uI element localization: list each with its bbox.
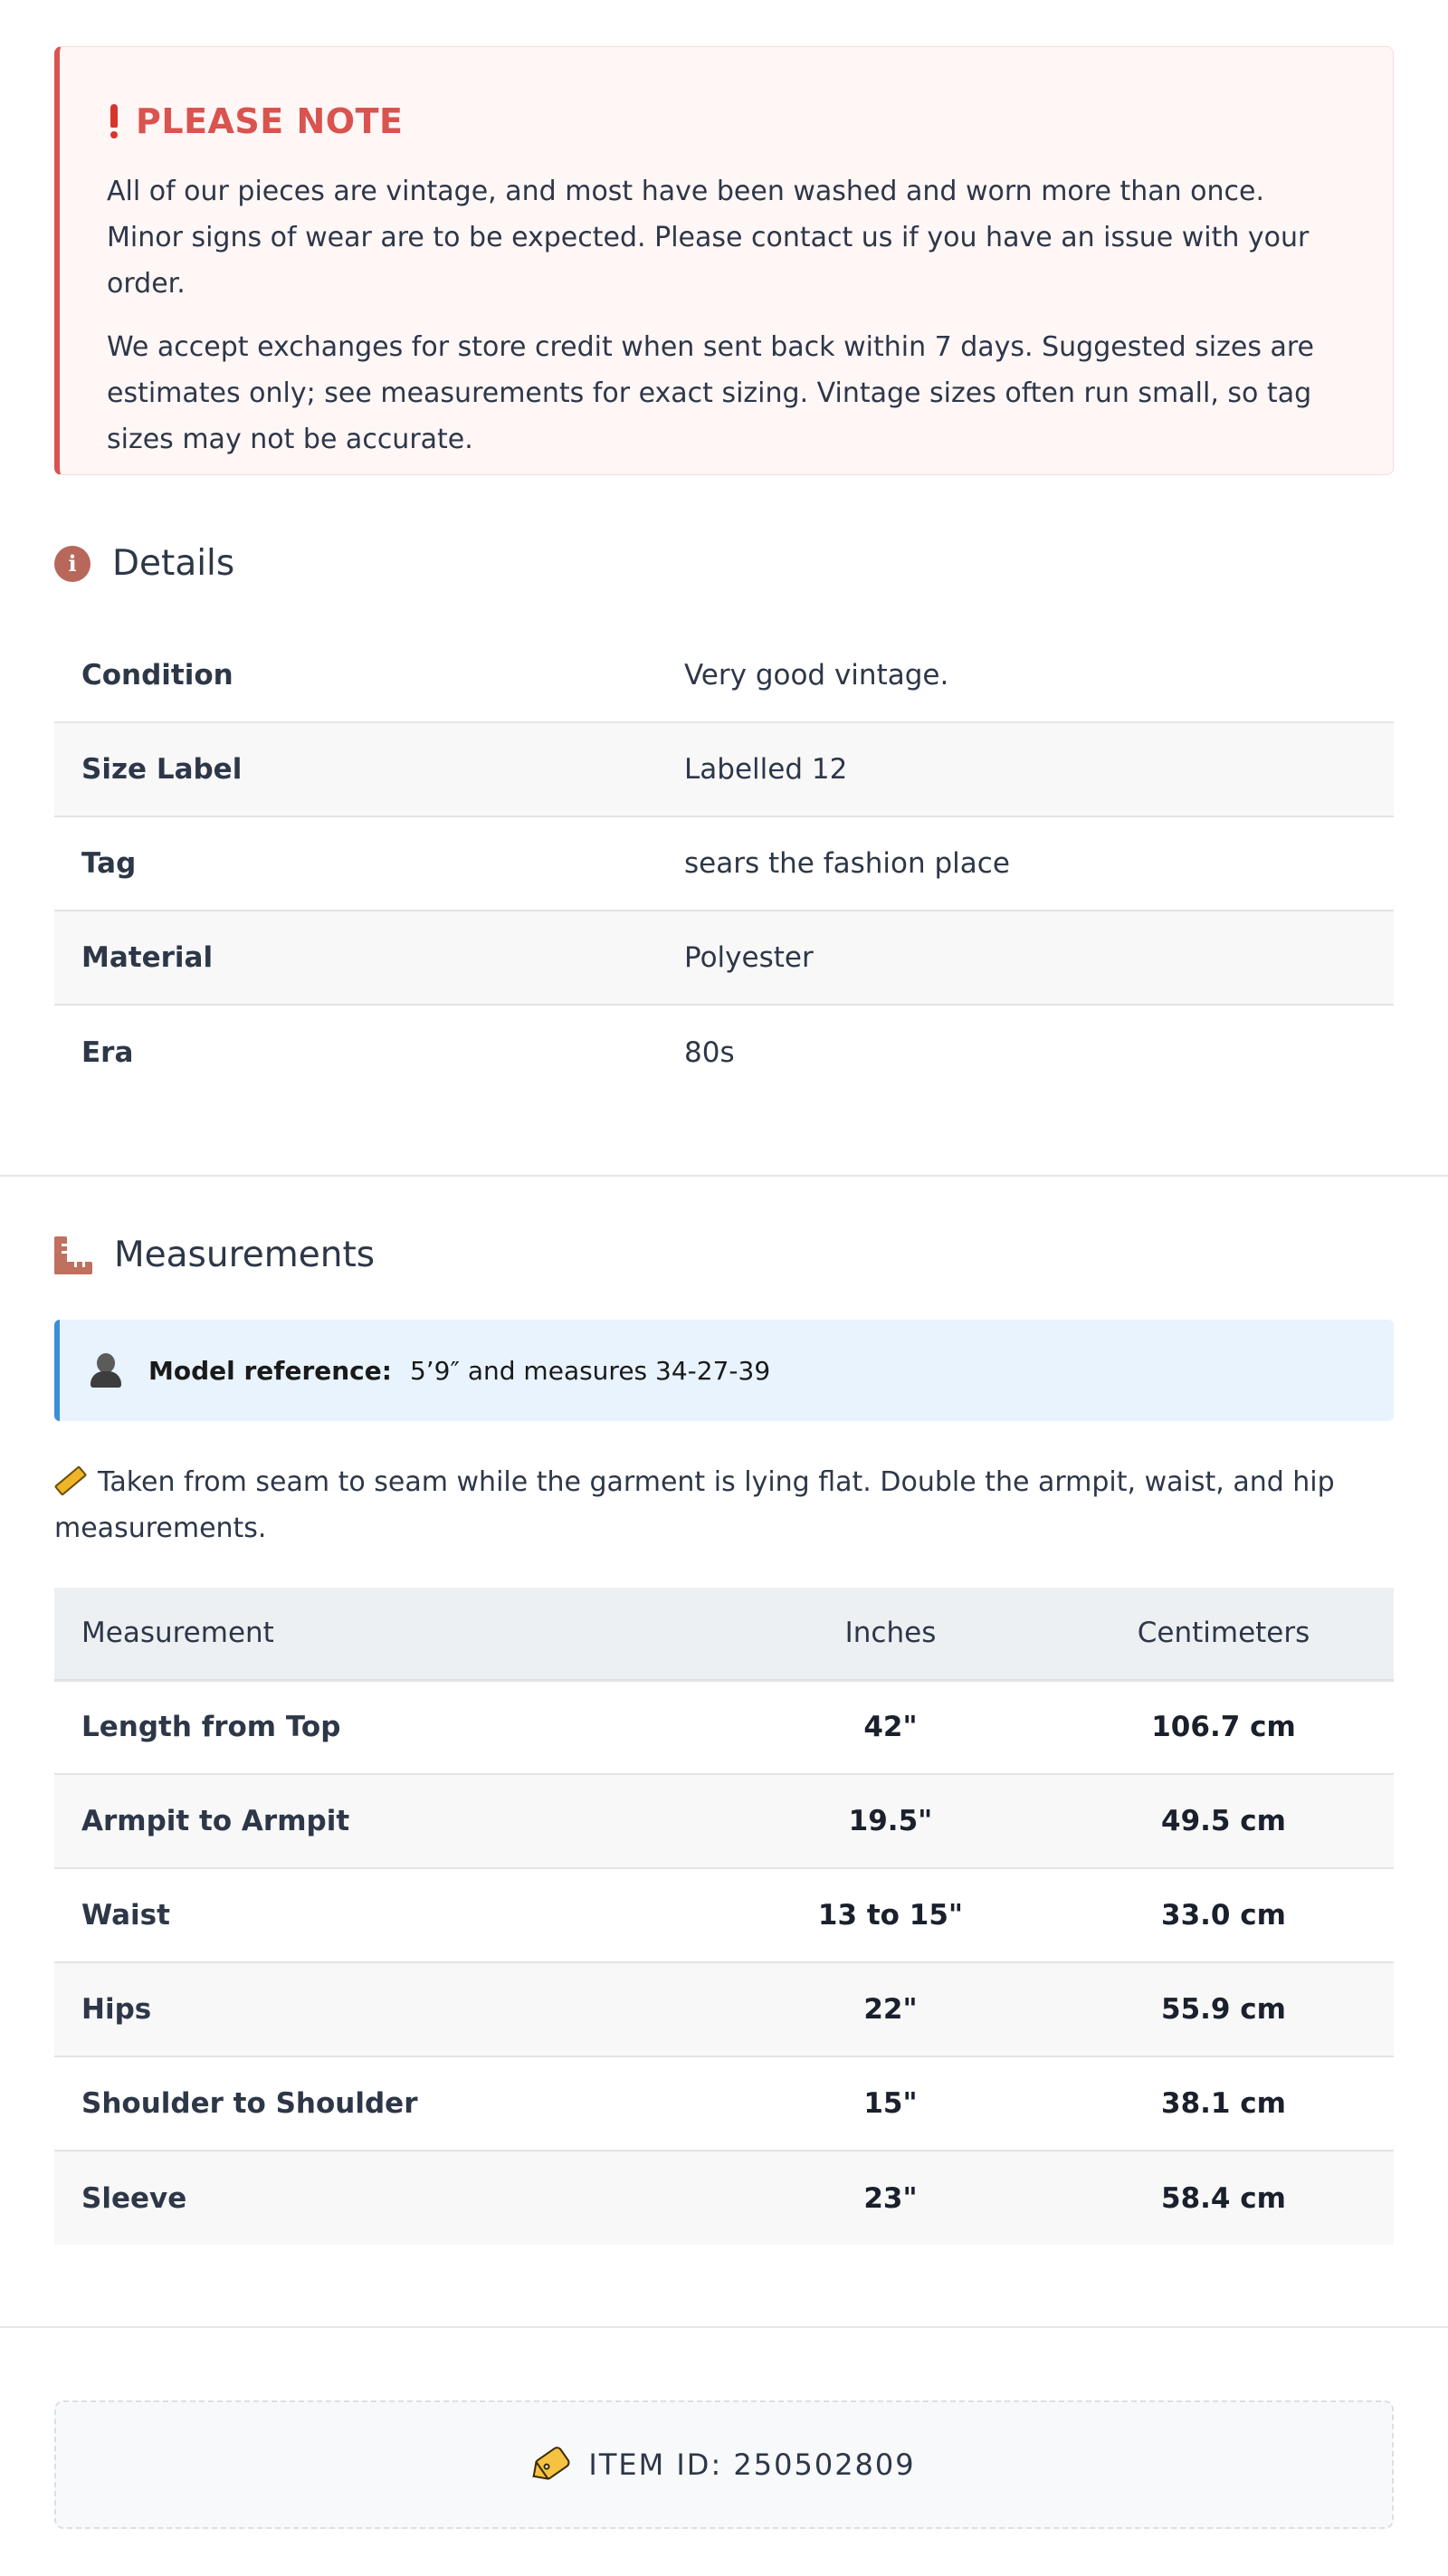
info-icon: i <box>54 546 90 582</box>
detail-value: sears the fashion place <box>684 847 1010 880</box>
table-row <box>54 2056 1394 2151</box>
model-reference-value: 5’9″ and measures 34-27-39 <box>409 1355 771 1386</box>
measurement-note <box>54 1459 1394 1551</box>
measurement-name: Shoulder to Shoulder <box>81 2087 418 2120</box>
measurement-cm: 49.5 cm <box>1161 1805 1286 1837</box>
table-row <box>54 722 1394 816</box>
measurement-cm: 106.7 cm <box>1151 1711 1296 1744</box>
detail-label: Era <box>81 1035 134 1069</box>
details-title: Details <box>112 543 235 584</box>
measurement-inches: 15" <box>863 2087 918 2120</box>
section-divider <box>0 1175 1448 1177</box>
details-table <box>54 628 1394 1099</box>
measurement-cm: 38.1 cm <box>1161 2087 1286 2120</box>
measurement-name: Sleeve <box>81 2181 187 2215</box>
measurement-inches: 22" <box>863 1993 918 2026</box>
detail-label: Size Label <box>81 753 243 786</box>
detail-label: Material <box>81 941 214 974</box>
detail-value: Labelled 12 <box>684 753 848 786</box>
measurement-inches: 42" <box>863 1711 918 1744</box>
person-icon <box>90 1353 121 1388</box>
measurement-cm: 33.0 cm <box>1161 1899 1286 1932</box>
measurement-cm: 55.9 cm <box>1161 1993 1286 2026</box>
detail-value: 80s <box>684 1035 735 1069</box>
detail-label: Tag <box>81 847 137 880</box>
measurements-title: Measurements <box>114 1235 376 1275</box>
table-row <box>54 2151 1394 2245</box>
item-id-text: ITEM ID: 250502809 <box>588 2447 916 2482</box>
model-reference-callout <box>54 1320 1394 1421</box>
model-reference-label: Model reference: <box>148 1355 392 1386</box>
notice-title: PLEASE NOTE <box>136 101 404 141</box>
measurement-name: Length from Top <box>81 1711 341 1744</box>
ruler-icon <box>54 1236 92 1274</box>
item-id-box <box>54 2400 1394 2529</box>
details-heading <box>54 543 234 584</box>
column-header-centimeters: Centimeters <box>1053 1588 1394 1680</box>
measurement-name: Hips <box>81 1993 152 2026</box>
detail-value: Polyester <box>684 941 814 974</box>
table-row <box>54 1868 1394 1962</box>
table-row <box>54 1005 1394 1099</box>
column-header-inches: Inches <box>728 1588 1053 1680</box>
table-row <box>54 628 1394 722</box>
notice-header <box>107 101 1346 141</box>
measurements-table <box>54 1588 1394 2245</box>
table-header-row <box>54 1588 1394 1680</box>
measurement-cm: 58.4 cm <box>1161 2181 1286 2215</box>
detail-value: Very good vintage. <box>684 658 949 692</box>
table-row <box>54 1774 1394 1868</box>
table-row <box>54 1680 1394 1774</box>
pencil-icon <box>54 1465 88 1496</box>
tag-icon <box>528 2443 573 2486</box>
exclamation-icon <box>107 104 121 138</box>
section-divider <box>0 2326 1448 2328</box>
table-row <box>54 816 1394 911</box>
measurement-inches: 13 to 15" <box>817 1899 964 1932</box>
measurement-note-text: Taken from seam to seam while the garment is lying flat. Double the armpit, waist, and hip measurements. <box>54 1466 1335 1544</box>
table-row <box>54 911 1394 1005</box>
notice-paragraph: We accept exchanges for store credit when sent back within 7 days. Suggested sizes are estimates only; see measurements for exact sizing. Vintage sizes often run small, so tag sizes may not be accurate. <box>107 331 1315 455</box>
measurement-inches: 23" <box>863 2181 918 2215</box>
please-note-panel <box>54 46 1394 475</box>
detail-label: Condition <box>81 658 233 692</box>
measurement-name: Armpit to Armpit <box>81 1805 350 1837</box>
measurement-inches: 19.5" <box>848 1805 933 1837</box>
column-header-measurement: Measurement <box>54 1588 728 1680</box>
measurement-name: Waist <box>81 1899 170 1932</box>
measurements-heading <box>54 1235 375 1275</box>
notice-paragraph: All of our pieces are vintage, and most have been washed and worn more than once. Minor signs of wear are to be expected. Please contact us if you have an issue with your order. <box>107 176 1310 300</box>
table-row <box>54 1962 1394 2056</box>
